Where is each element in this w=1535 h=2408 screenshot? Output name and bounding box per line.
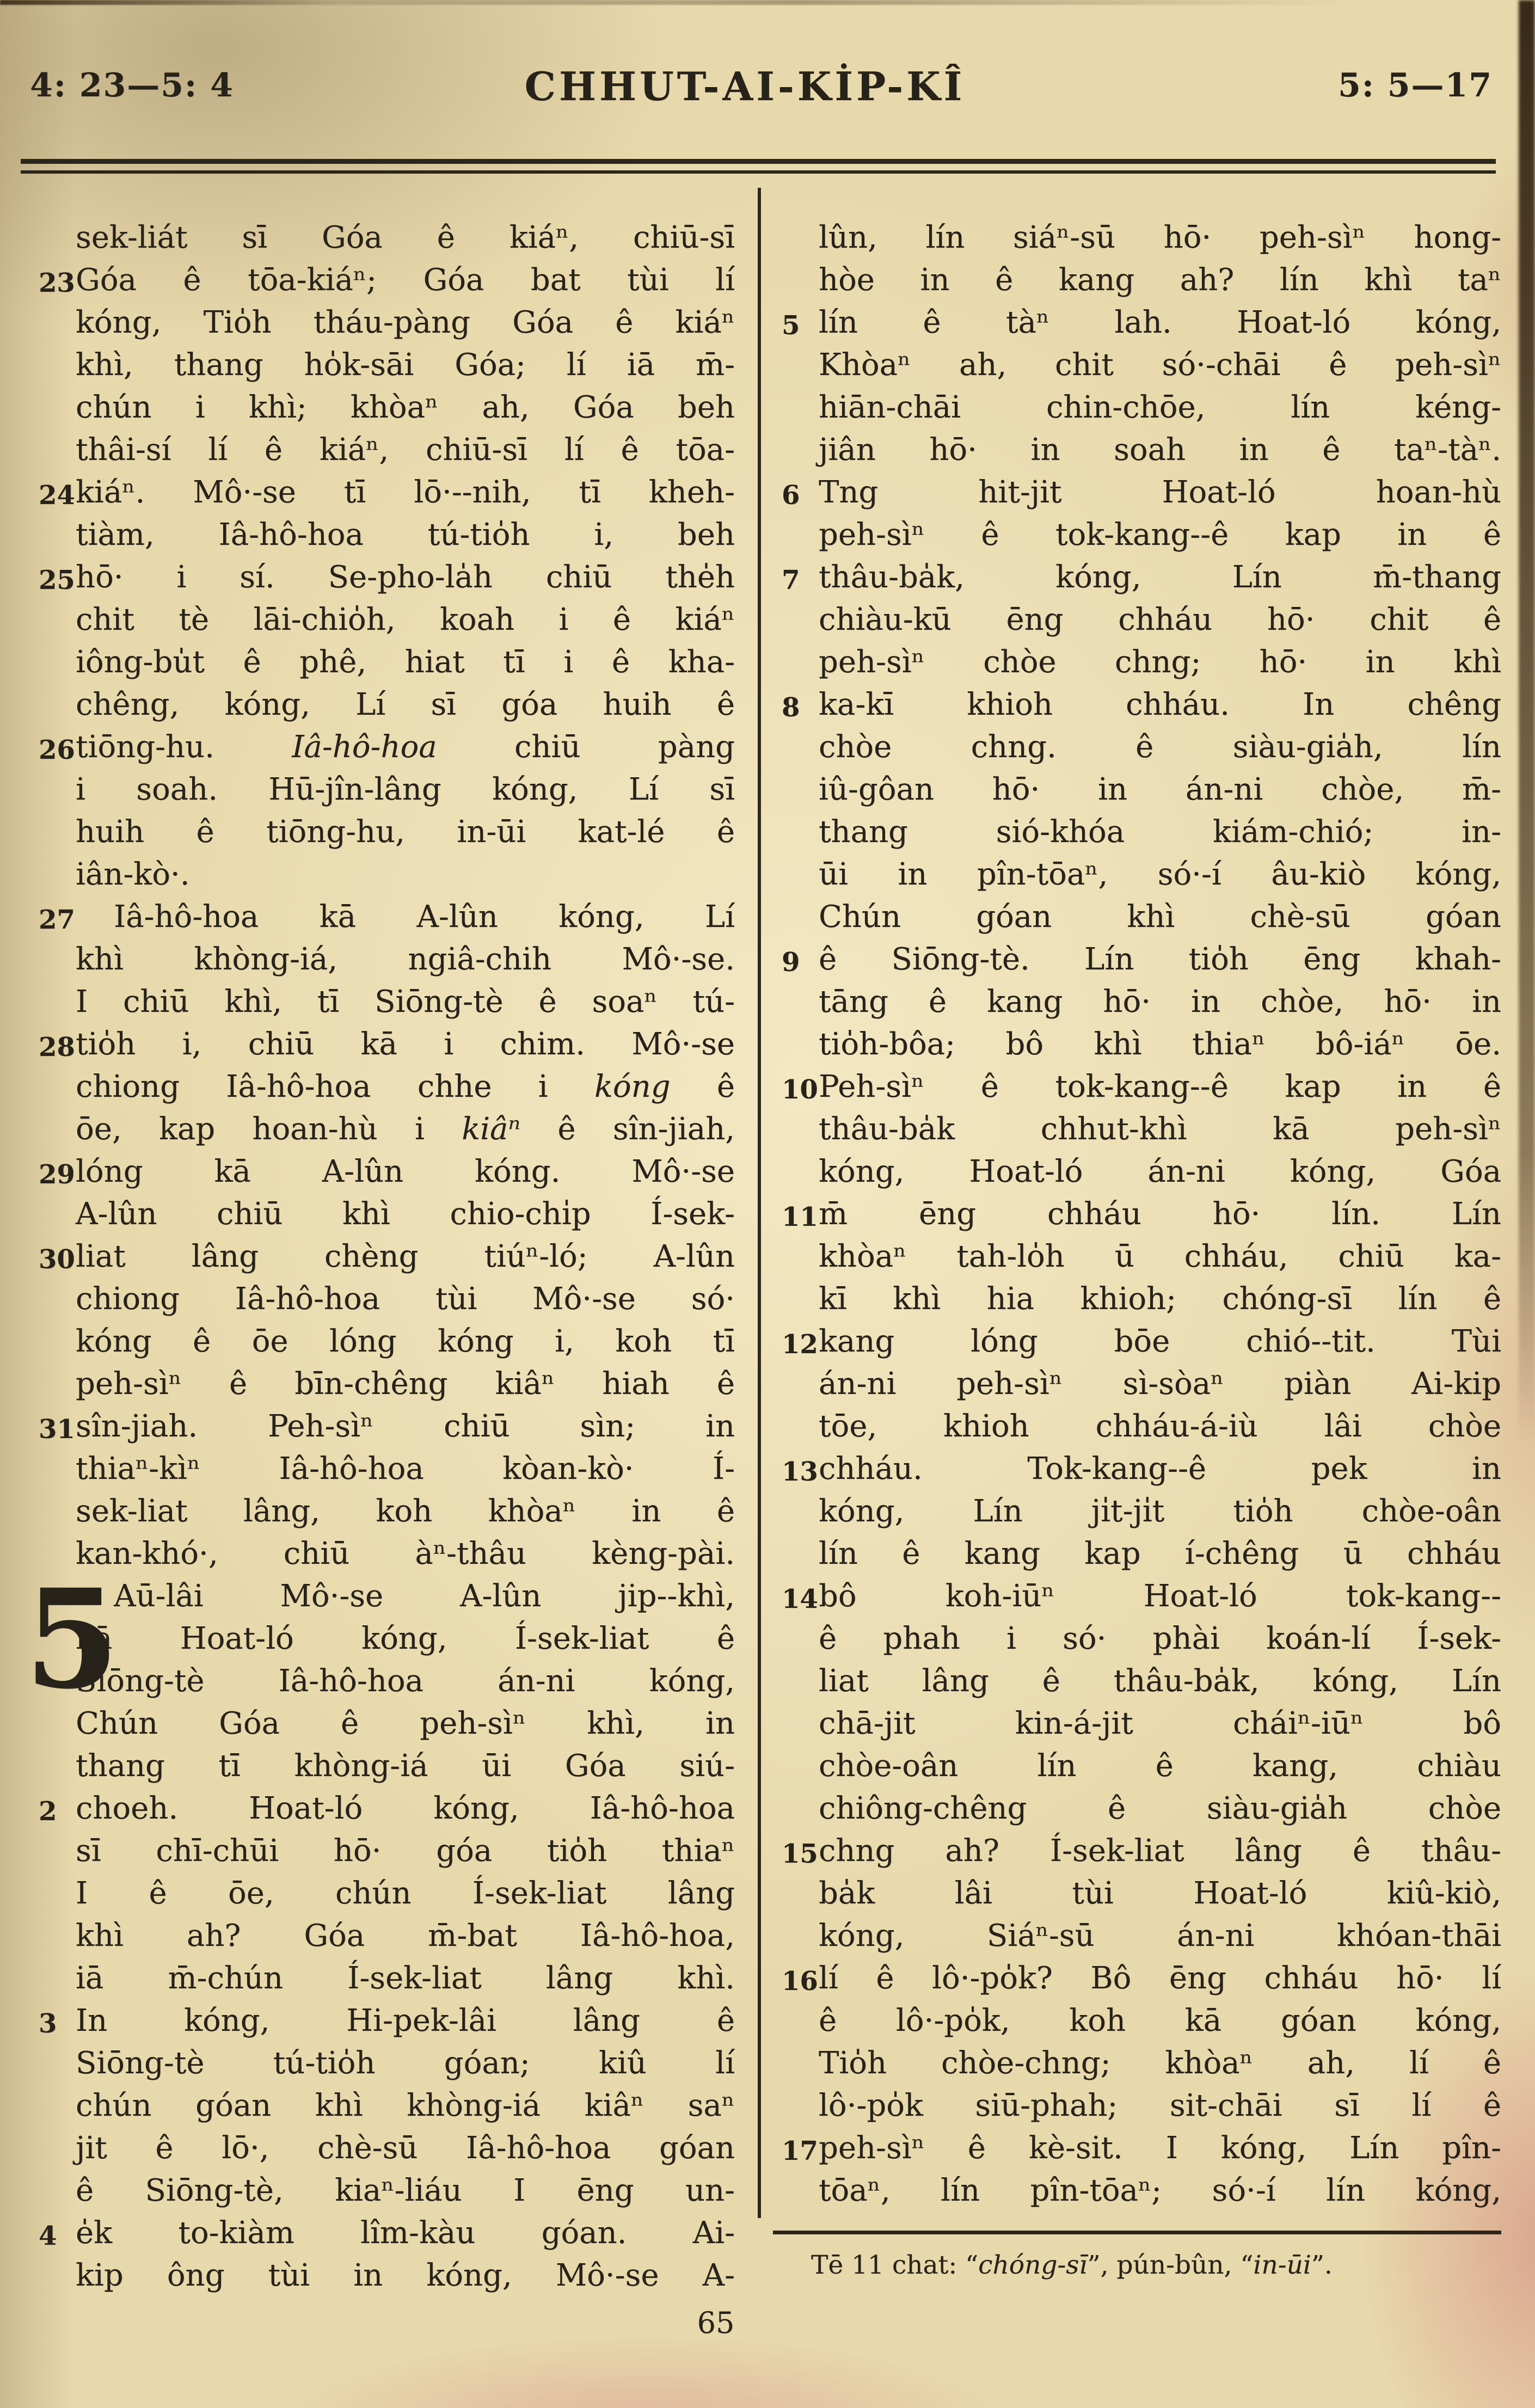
line-text: jit ê lō·, chè-sū Iâ-hô-hoa góan: [76, 2130, 735, 2166]
verse-number: 4: [39, 2221, 57, 2251]
line-text: tōaⁿ, lín pîn-tōaⁿ; só·-í lín kóng,: [819, 2173, 1501, 2208]
page-number: 65: [697, 2306, 735, 2340]
text-line: [30, 344, 735, 386]
line-text: Tng hit-jit Hoat-ló hoan-hù: [819, 475, 1501, 510]
text-line: [773, 217, 1501, 259]
line-text: ê Siōng-tè. Lín tio̍h ēng khah-: [819, 942, 1501, 977]
verse-number: 6: [782, 480, 800, 511]
page-edge-shadow: [1519, 0, 1535, 1442]
text-line: [30, 1236, 735, 1278]
verse-number: 29: [39, 1159, 75, 1190]
text-line: [30, 1745, 735, 1787]
verse-number: 23: [39, 268, 75, 298]
line-text: Siōng-tè tú-tio̍h góan; kiû lí: [76, 2045, 735, 2081]
text-line: [30, 853, 735, 896]
text-line: [773, 599, 1501, 641]
text-line: [773, 2085, 1501, 2127]
line-text: peh-sìⁿ ê tok-kang--ê kap in ê: [819, 517, 1501, 552]
line-text: khòaⁿ tah-lo̍h ū chháu, chiū ka-: [819, 1239, 1501, 1274]
text-line: [773, 1575, 1501, 1618]
text-line: [30, 1787, 735, 1830]
line-text: ê phah i só· phài koán-lí Í-sek-: [819, 1621, 1501, 1656]
line-text: Siōng-tè Iâ-hô-hoa án-ni kóng,: [76, 1663, 735, 1699]
verse-number: 16: [782, 1966, 818, 1997]
line-text: lí ê lô·-po̍k? Bô ēng chháu hō· lí: [819, 1961, 1501, 1996]
text-line: [773, 1023, 1501, 1066]
text-line: [773, 641, 1501, 684]
text-line: [30, 2255, 735, 2297]
line-text: In kóng, Hi-pek-lâi lâng ê: [76, 2003, 735, 2038]
text-line: [773, 853, 1501, 896]
line-text: sek-liat lâng, koh khòaⁿ in ê: [76, 1494, 735, 1529]
line-text: lín ê tàⁿ lah. Hoat-ló kóng,: [819, 305, 1501, 340]
text-line: [773, 1745, 1501, 1787]
verse-number: 3: [39, 2008, 57, 2039]
line-text: bô koh-iūⁿ Hoat-ló tok-kang--: [819, 1578, 1501, 1614]
line-text: tōe, khioh chháu-á-iù lâi chòe: [819, 1409, 1501, 1444]
text-line: [30, 1872, 735, 1915]
text-line: [30, 1363, 735, 1405]
line-text: peh-sìⁿ ê bīn-chêng kiâⁿ hiah ê: [76, 1366, 735, 1402]
line-text: chit tè lāi-chio̍h, koah i ê kiáⁿ: [76, 602, 735, 637]
line-text: iông-bu̍t ê phê, hiat tī i ê kha-: [76, 644, 735, 680]
line-text: kang lóng bōe chió--tit. Tùi: [819, 1324, 1501, 1359]
text-column-left: [24, 217, 735, 2297]
line-text: kī khì hia khioh; chóng-sī lín ê: [819, 1281, 1501, 1317]
text-line: [773, 1448, 1501, 1490]
line-text: iā m̄-chún Í-sek-liat lâng khì.: [76, 1961, 735, 1996]
text-line: [773, 938, 1501, 981]
text-line: [773, 259, 1501, 302]
text-line: [773, 981, 1501, 1023]
line-text: khì khòng-iá, ngiâ-chih Mô·-se.: [76, 942, 735, 977]
line-text: i soah. Hū-jîn-lâng kóng, Lí sī: [76, 772, 735, 807]
text-line: [30, 2085, 735, 2127]
line-text: kóng, Siáⁿ-sū án-ni khóan-thāi: [819, 1918, 1501, 1954]
line-text: tiàm, Iâ-hô-hoa tú-tio̍h i, beh: [76, 517, 735, 552]
line-text: tiōng-hu. Iâ-hô-hoa chiū pàng: [76, 729, 735, 765]
text-line: [30, 1957, 735, 2000]
text-line: [773, 1830, 1501, 1872]
line-text: án-ni peh-sìⁿ sì-sòaⁿ piàn Ai-kip: [819, 1366, 1501, 1402]
text-line: [773, 1660, 1501, 1703]
line-text: iû-gôan hō· in án-ni chòe, m̄-: [819, 772, 1501, 807]
text-line: [30, 1023, 735, 1066]
line-text: chiông-chêng ê siàu-gia̍h chòe: [819, 1791, 1501, 1826]
line-text: m̄ ēng chháu hō· lín. Lín: [819, 1196, 1501, 1232]
verse-number: 28: [39, 1032, 75, 1062]
line-text: huih ê tiōng-hu, in-ūi kat-lé ê: [76, 814, 735, 850]
text-line: [30, 641, 735, 684]
text-line: [30, 2000, 735, 2042]
verse-number: 25: [39, 565, 75, 595]
verse-number: 13: [782, 1457, 818, 1487]
text-line: [30, 1915, 735, 1957]
text-line: [30, 514, 735, 556]
line-text: chā-jit kin-á-jit cháiⁿ-iūⁿ bô: [819, 1706, 1501, 1741]
text-line: [773, 1618, 1501, 1660]
verse-number: 30: [39, 1244, 75, 1275]
line-text: khì ah? Góa m̄-bat Iâ-hô-hoa,: [76, 1918, 735, 1954]
line-text: liat lâng chèng tiúⁿ-ló; A-lûn: [76, 1239, 735, 1274]
line-text: Chún Góa ê peh-sìⁿ khì, in: [76, 1706, 735, 1741]
line-text: kā Hoat-ló kóng, Í-sek-liat ê: [76, 1621, 735, 1656]
text-line: [30, 1830, 735, 1872]
text-line: [773, 1108, 1501, 1151]
line-text: tio̍h-bôa; bô khì thiaⁿ bô-iáⁿ ōe.: [819, 1027, 1501, 1062]
text-line: [30, 1533, 735, 1575]
text-line: [773, 2170, 1501, 2212]
text-line: [773, 1320, 1501, 1363]
line-text: ka-kī khioh chháu. In chêng: [819, 687, 1501, 722]
line-text: lín ê kang kap í-chêng ū chháu: [819, 1536, 1501, 1571]
text-line: [773, 1915, 1501, 1957]
line-text: Peh-sìⁿ ê tok-kang--ê kap in ê: [819, 1069, 1501, 1104]
line-text: Tio̍h chòe-chng; khòaⁿ ah, lí ê: [819, 2045, 1501, 2081]
line-text: ūi in pîn-tōaⁿ, só·-í âu-kiò kóng,: [819, 857, 1501, 892]
line-text: ê lô·-po̍k, koh kā góan kóng,: [819, 2003, 1501, 2038]
footnote: Tē 11 chat: “chóng-sī”, pún-bûn, “in-ūi”.: [811, 2250, 1333, 2280]
page-edge-top: [0, 0, 1535, 5]
column-right-lines: [773, 217, 1501, 2212]
line-text: kóng, Lín ji̍t-ji̍t tio̍h chòe-oân: [819, 1494, 1501, 1529]
verse-number: 2: [39, 1796, 57, 1827]
running-header: [30, 63, 1493, 115]
line-text: chiàu-kū ēng chháu hō· chit ê: [819, 602, 1501, 637]
line-text: lô·-po̍k siū-phah; sit-chāi sī lí ê: [819, 2088, 1501, 2123]
text-line: [30, 1703, 735, 1745]
text-line: [773, 2042, 1501, 2085]
text-line: [773, 1703, 1501, 1745]
line-text: e̍k to-kiàm lîm-kàu góan. Ai-: [76, 2215, 735, 2251]
line-text: hòe in ê kang ah? lín khì taⁿ: [819, 262, 1501, 298]
line-text: lóng kā A-lûn kóng. Mô·-se: [76, 1154, 735, 1189]
column-divider: [758, 188, 761, 2218]
line-text: hiān-chāi chin-chōe, lín kéng-: [819, 390, 1501, 425]
line-text: thâu-ba̍k, kóng, Lín m̄-thang: [819, 560, 1501, 595]
text-line: [773, 302, 1501, 344]
text-line: [773, 1872, 1501, 1915]
text-line: [30, 599, 735, 641]
line-text: Aū-lâi Mô·-se A-lûn jip--khì,: [114, 1578, 735, 1614]
text-line: [30, 1405, 735, 1448]
text-line: [773, 1490, 1501, 1533]
line-text: iân-kò·.: [76, 857, 190, 892]
text-line: [30, 471, 735, 514]
verse-number: 12: [782, 1329, 818, 1360]
line-text: sī chī-chūi hō· góa tio̍h thiaⁿ: [76, 1833, 735, 1869]
text-line: [773, 514, 1501, 556]
line-text: ba̍k lâi tùi Hoat-ló kiû-kiò,: [819, 1876, 1501, 1911]
text-line: [30, 1278, 735, 1320]
text-line: [30, 556, 735, 599]
text-line: [773, 769, 1501, 811]
line-text: ōe, kap hoan-hù i kiâⁿ ê sîn-jiah,: [76, 1111, 735, 1147]
line-text: A-lûn chiū khì chio-chi̍p Í-sek-: [76, 1196, 735, 1232]
text-line: [773, 1405, 1501, 1448]
text-line: [30, 1618, 735, 1660]
text-line: [773, 811, 1501, 853]
text-line: [30, 684, 735, 726]
text-column-right: [773, 217, 1501, 2282]
text-line: [773, 1787, 1501, 1830]
text-line: [773, 386, 1501, 429]
text-line: [30, 981, 735, 1023]
column-left-lines: [24, 217, 735, 2297]
text-line: [30, 1108, 735, 1151]
text-line: [773, 429, 1501, 471]
line-text: kóng, Tio̍h tháu-pàng Góa ê kiáⁿ: [76, 305, 735, 340]
text-line: [30, 2170, 735, 2212]
text-line: [30, 1490, 735, 1533]
verse-number: 17: [782, 2136, 818, 2166]
text-line: [773, 1151, 1501, 1193]
line-text: peh-sìⁿ ê kè-sit. I kóng, Lín pîn-: [819, 2130, 1501, 2166]
line-text: kóng ê ōe lóng kóng i, koh tī: [76, 1324, 735, 1359]
verse-number: 14: [782, 1584, 818, 1614]
line-text: tio̍h i, chiū kā i chim. Mô·-se: [76, 1027, 735, 1062]
verse-number: 5: [782, 310, 800, 341]
line-text: chng ah? Í-sek-liat lâng ê thâu-: [819, 1833, 1501, 1869]
line-text: Iâ-hô-hoa kā A-lûn kóng, Lí: [114, 899, 735, 935]
line-text: I chiū khì, tī Siōng-tè ê soaⁿ tú-: [76, 984, 735, 1019]
line-text: chòe-oân lín ê kang, chiàu: [819, 1748, 1501, 1784]
line-text: khì, thang ho̍k-sāi Góa; lí iā m̄-: [76, 347, 735, 383]
verse-number: 24: [39, 480, 75, 511]
text-line: [773, 1957, 1501, 2000]
text-line: [773, 1193, 1501, 1236]
text-line: [30, 429, 735, 471]
line-text: I ê ōe, chún Í-sek-liat lâng: [76, 1876, 735, 1911]
text-line: [773, 2000, 1501, 2042]
line-text: thâi-sí lí ê kiáⁿ, chiū-sī lí ê tōa-: [76, 432, 735, 468]
text-line: [30, 726, 735, 769]
line-text: thang sió-khóa kiám-chió; in-: [819, 814, 1501, 850]
text-line: [773, 344, 1501, 386]
text-line: [773, 1066, 1501, 1108]
line-text: peh-sìⁿ chòe chng; hō· in khì: [819, 644, 1501, 680]
text-line: [30, 769, 735, 811]
line-text: thiaⁿ-kìⁿ Iâ-hô-hoa kòan-kò· Í-: [76, 1451, 735, 1486]
text-line: [773, 2127, 1501, 2170]
line-text: kóng, Hoat-ló án-ni kóng, Góa: [819, 1154, 1501, 1189]
text-line: [30, 386, 735, 429]
text-line: [773, 1533, 1501, 1575]
line-text: thang tī khòng-iá ūi Góa siú-: [76, 1748, 735, 1784]
text-line: [30, 259, 735, 302]
line-text: chún góan khì khòng-iá kiâⁿ saⁿ: [76, 2088, 735, 2123]
line-text: Góa ê tōa-kiáⁿ; Góa bat tùi lí: [76, 262, 735, 298]
line-text: kip ông tùi in kóng, Mô·-se A-: [76, 2258, 735, 2293]
verse-number: 11: [782, 1202, 818, 1232]
verse-number: 15: [782, 1839, 818, 1869]
line-text: sek-liát sī Góa ê kiáⁿ, chiū-sī: [76, 220, 735, 255]
verse-number: 31: [39, 1414, 75, 1445]
text-line: [30, 896, 735, 938]
text-line: [30, 938, 735, 981]
verse-number: 8: [782, 692, 800, 723]
line-text: choeh. Hoat-ló kóng, Iâ-hô-hoa: [76, 1791, 735, 1826]
line-text: lûn, lín siáⁿ-sū hō· peh-sìⁿ hong-: [819, 220, 1501, 255]
text-line: [30, 1448, 735, 1490]
line-text: jiân hō· in soah in ê taⁿ-tàⁿ.: [819, 432, 1501, 468]
line-text: chiong Iâ-hô-hoa chhe i kóng ê: [76, 1069, 735, 1104]
text-line: [30, 811, 735, 853]
line-text: chháu. Tok-kang--ê pek in: [819, 1451, 1501, 1486]
text-line: [30, 1066, 735, 1108]
line-text: thâu-ba̍k chhut-khì kā peh-sìⁿ: [819, 1111, 1501, 1147]
verse-number: 27: [39, 905, 75, 935]
line-text: liat lâng ê thâu-ba̍k, kóng, Lín: [819, 1663, 1501, 1699]
footnote-rule: [773, 2231, 1501, 2282]
text-line: [30, 217, 735, 259]
verse-number: 10: [782, 1074, 818, 1105]
line-text: chêng, kóng, Lí sī góa huih ê: [76, 687, 735, 722]
text-line: [30, 1193, 735, 1236]
verse-number: 7: [782, 565, 800, 595]
line-text: ê Siōng-tè, kiaⁿ-liáu I ēng un-: [76, 2173, 735, 2208]
line-text: kiáⁿ. Mô·-se tī lō·--nih, tī kheh-: [76, 475, 735, 510]
text-line: [773, 726, 1501, 769]
line-text: chiong Iâ-hô-hoa tùi Mô·-se só·: [76, 1281, 735, 1317]
verse-number: 9: [782, 947, 800, 978]
text-line: [773, 1278, 1501, 1320]
verse-range-left: 4: 23—5: 4: [30, 66, 234, 105]
text-line: [30, 2042, 735, 2085]
line-text: sîn-jiah. Peh-sìⁿ chiū sìn; in: [76, 1409, 735, 1444]
text-line: [30, 302, 735, 344]
verse-range-right: 5: 5—17: [1337, 66, 1493, 105]
text-line: [30, 1320, 735, 1363]
text-line: [773, 556, 1501, 599]
text-line: [30, 2127, 735, 2170]
text-line: [773, 896, 1501, 938]
line-text: hō· i sí. Se-pho-la̍h chiū the̍h: [76, 560, 735, 595]
text-line: [30, 1151, 735, 1193]
text-line: [30, 1660, 735, 1703]
line-text: kan-khó·, chiū àⁿ-thâu kèng-pài.: [76, 1536, 735, 1571]
header-rule: [21, 159, 1496, 174]
line-text: Khòaⁿ ah, chit só·-chāi ê peh-sìⁿ: [819, 347, 1501, 383]
text-line: [773, 1363, 1501, 1405]
chapter-number: 5: [24, 1559, 119, 1719]
book-title: CHHUT-AI-KİP-KÎ: [524, 63, 966, 109]
text-line: [773, 471, 1501, 514]
text-line: [30, 2212, 735, 2255]
line-text: chún i khì; khòaⁿ ah, Góa beh: [76, 390, 735, 425]
line-text: chòe chng. ê siàu-gia̍h, lín: [819, 729, 1501, 765]
line-text: tāng ê kang hō· in chòe, hō· in: [819, 984, 1501, 1019]
verse-number: 26: [39, 735, 75, 765]
line-text: Chún góan khì chè-sū góan: [819, 899, 1501, 935]
text-line: [773, 1236, 1501, 1278]
text-line: [773, 684, 1501, 726]
